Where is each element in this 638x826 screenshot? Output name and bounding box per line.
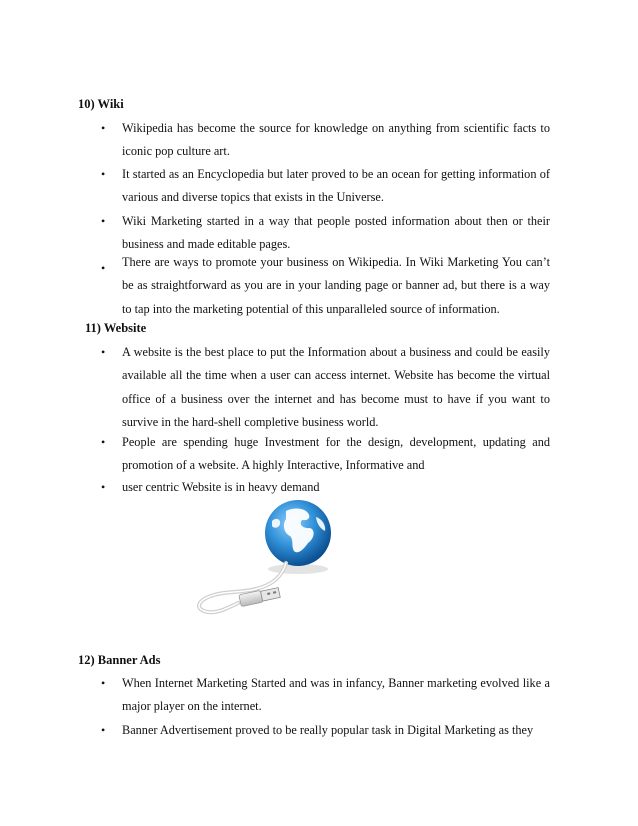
list-item: It started as an Encyclopedia but later proved to be an ocean for getting information of various and diverse topics that exists in the Universe.	[122, 167, 550, 205]
list-item: Wikipedia has become the source for knowledge on anything from scientific facts to iconic pop culture art.	[122, 121, 550, 159]
list-item: People are spending huge Investment for the design, development, updating and promotion of a website. A highly Interactive, Informative and	[122, 435, 550, 473]
bullet: •	[101, 345, 106, 359]
list-item: A website is the best place to put the Information about a business and could be easily available all the time when a user can access internet. Website has become the virtual office of a business over the internet and has become must to have if you want to survive in the hard-shell completive business world.	[122, 345, 550, 430]
list-item: Banner Advertisement proved to be really popular task in Digital Marketing as they	[122, 723, 534, 737]
bullet: •	[101, 121, 106, 135]
list-item: user centric Website is in heavy demand	[122, 480, 320, 494]
bullet: •	[101, 723, 106, 737]
bullet: •	[101, 676, 106, 690]
list-item: Wiki Marketing started in a way that people posted information about then or their business and made editable pages.	[122, 214, 550, 252]
globe-with-usb-cable-icon	[186, 499, 346, 629]
bullet: •	[101, 214, 106, 228]
bullet: •	[101, 167, 106, 181]
section-heading-banner-ads: 12) Banner Ads	[78, 653, 161, 667]
list-item: There are ways to promote your business on Wikipedia. In Wiki Marketing You can’t be as straightforward as you are in your landing page or banner ad, but there is a way to tap into the marketing potential of this unparalleled source of information.	[122, 255, 550, 316]
bullet: •	[101, 435, 106, 449]
section-heading-website: 11) Website	[85, 321, 147, 335]
bullet: •	[101, 480, 106, 494]
bullet: •	[101, 261, 106, 275]
list-item: When Internet Marketing Started and was in infancy, Banner marketing evolved like a major player on the internet.	[122, 676, 550, 714]
section-heading-wiki: 10) Wiki	[78, 97, 124, 111]
